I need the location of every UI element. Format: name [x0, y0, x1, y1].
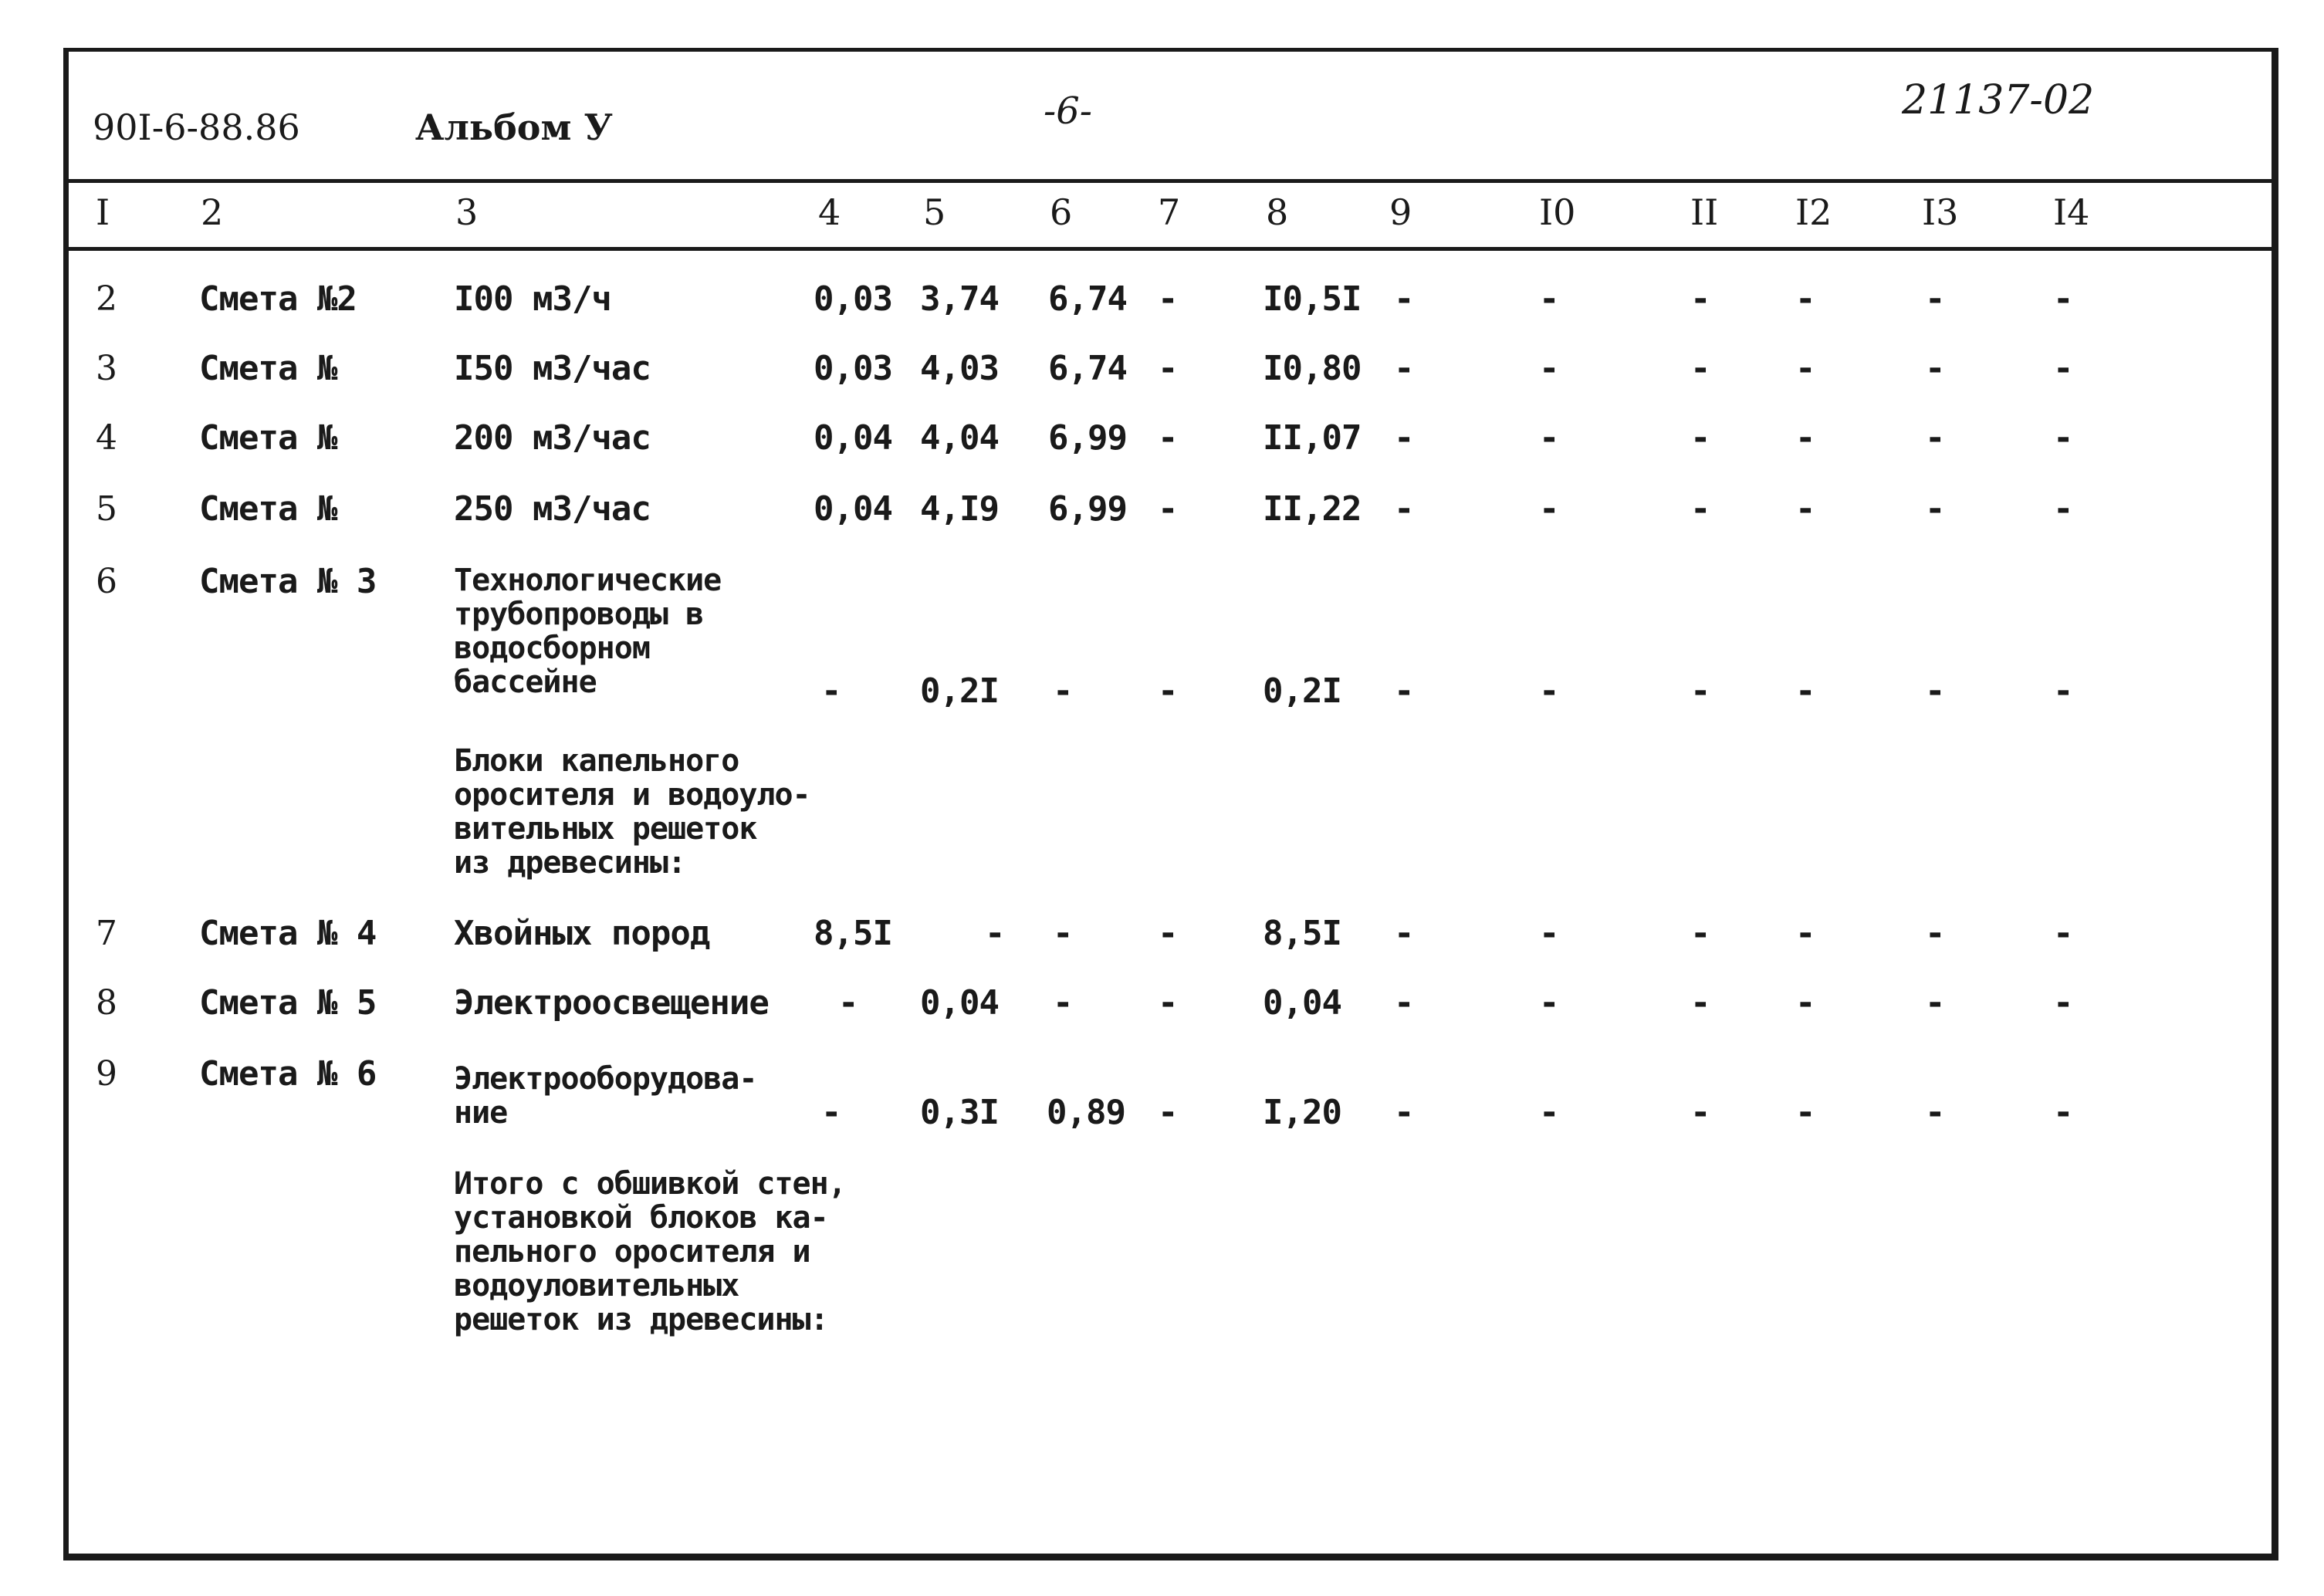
column-header-5: 5 — [923, 191, 946, 233]
row-col-8: 8,5I — [1263, 914, 1341, 953]
row-number: 9 — [96, 1054, 117, 1094]
row-col-14: - — [2053, 1093, 2073, 1132]
row-col-5: 3,74 — [920, 279, 999, 319]
row-description: I50 м3/час — [454, 349, 651, 388]
row-col-10: - — [1539, 671, 1559, 711]
row-col-14: - — [2053, 418, 2073, 458]
row-col-12: - — [1795, 914, 1815, 953]
row-description: I00 м3/ч — [454, 279, 611, 319]
row-number: 8 — [96, 983, 117, 1023]
row-col-6: - — [1053, 914, 1073, 953]
row-col-7: - — [1158, 279, 1178, 319]
row-col-10: - — [1539, 983, 1559, 1023]
row-col-12: - — [1795, 1093, 1815, 1132]
row-col-9: - — [1394, 418, 1414, 458]
row-col-14: - — [2053, 914, 2073, 953]
header-divider — [69, 179, 2273, 183]
column-header-10: I0 — [1539, 191, 1576, 233]
row-col-11: - — [1690, 418, 1710, 458]
row-col-9: - — [1394, 1093, 1414, 1132]
row-col-6: 6,99 — [1048, 418, 1127, 458]
reference-number: 21137-02 — [1902, 77, 2095, 123]
row-description: 250 м3/час — [454, 489, 651, 529]
row-col-6: 6,74 — [1048, 279, 1127, 319]
row-col-5: 4,I9 — [920, 489, 999, 529]
row-col-11: - — [1690, 279, 1710, 319]
column-header-1: I — [96, 191, 110, 233]
row-col-12: - — [1795, 279, 1815, 319]
column-header-3: 3 — [455, 191, 479, 233]
row-col-8: 0,04 — [1263, 983, 1341, 1023]
row-col-5: - — [985, 914, 1005, 953]
row-col-7: - — [1158, 418, 1178, 458]
row-col-7: - — [1158, 349, 1178, 388]
row-estimate: Смета № — [199, 489, 337, 529]
row-col-8: II,07 — [1263, 418, 1362, 458]
row-col-10: - — [1539, 349, 1559, 388]
document-code: 90I-6-88.86 — [93, 107, 300, 148]
row-number: 2 — [96, 279, 117, 319]
row-col-11: - — [1690, 914, 1710, 953]
row-col-10: - — [1539, 418, 1559, 458]
row-col-13: - — [1925, 671, 1945, 711]
row-col-12: - — [1795, 983, 1815, 1023]
row-col-14: - — [2053, 279, 2073, 319]
row-col-11: - — [1690, 671, 1710, 711]
row-col-13: - — [1925, 279, 1945, 319]
row-col-9: - — [1394, 279, 1414, 319]
column-header-2: 2 — [201, 191, 224, 233]
row-estimate: Смета №2 — [199, 279, 357, 319]
row-estimate: Смета № 6 — [199, 1054, 377, 1094]
row-number: 3 — [96, 349, 117, 388]
row-col-8: I0,5I — [1263, 279, 1362, 319]
row-col-7: - — [1158, 983, 1178, 1023]
row-description: Технологические трубопроводы в водосборном бассейне — [454, 563, 722, 700]
row-col-10: - — [1539, 914, 1559, 953]
row-col-9: - — [1394, 489, 1414, 529]
row-col-14: - — [2053, 671, 2073, 711]
row-col-11: - — [1690, 489, 1710, 529]
row-col-8: I0,80 — [1263, 349, 1362, 388]
row-col-10: - — [1539, 279, 1559, 319]
row-col-13: - — [1925, 349, 1945, 388]
row-col-10: - — [1539, 489, 1559, 529]
row-col-13: - — [1925, 914, 1945, 953]
row-estimate: Смета № — [199, 418, 337, 458]
row-number: 5 — [96, 489, 117, 529]
row-col-4: 0,04 — [814, 489, 892, 529]
row-col-6: 6,74 — [1048, 349, 1127, 388]
row-col-11: - — [1690, 349, 1710, 388]
row-number: 4 — [96, 418, 117, 458]
row-col-8: II,22 — [1263, 489, 1362, 529]
row-description: Электрооборудова- ние — [454, 1061, 757, 1131]
row-estimate: Смета № 4 — [199, 914, 377, 953]
page-frame — [63, 48, 2278, 1560]
row-col-4: 0,03 — [814, 349, 892, 388]
row-col-5: 4,04 — [920, 418, 999, 458]
column-header-13: I3 — [1922, 191, 1959, 233]
row-col-4: - — [821, 1093, 841, 1132]
column-header-7: 7 — [1158, 191, 1181, 233]
row-col-9: - — [1394, 671, 1414, 711]
row-col-5: 4,03 — [920, 349, 999, 388]
row-col-4: - — [838, 983, 858, 1023]
total-description: Итого с обшивкой стен, установкой блоков ка- пельного оросителя и водоуловительных решеток из древесины: — [454, 1166, 846, 1337]
row-col-14: - — [2053, 489, 2073, 529]
row-col-14: - — [2053, 983, 2073, 1023]
row-col-10: - — [1539, 1093, 1559, 1132]
row-estimate: Смета № — [199, 349, 337, 388]
column-header-4: 4 — [818, 191, 841, 233]
row-col-7: - — [1158, 1093, 1178, 1132]
row-col-12: - — [1795, 489, 1815, 529]
row-col-9: - — [1394, 914, 1414, 953]
row-col-8: 0,2I — [1263, 671, 1341, 711]
row-description: 200 м3/час — [454, 418, 651, 458]
row-description: Хвойных пород — [454, 914, 710, 953]
row-col-9: - — [1394, 349, 1414, 388]
row-col-6: - — [1053, 983, 1073, 1023]
row-col-12: - — [1795, 418, 1815, 458]
row-col-4: 8,5I — [814, 914, 892, 953]
row-col-7: - — [1158, 489, 1178, 529]
row-col-6: 0,89 — [1047, 1093, 1125, 1132]
row-col-6: - — [1053, 671, 1073, 711]
album-label: Альбом У — [415, 107, 613, 148]
row-col-12: - — [1795, 671, 1815, 711]
row-col-4: 0,04 — [814, 418, 892, 458]
column-header-8: 8 — [1266, 191, 1289, 233]
row-col-12: - — [1795, 349, 1815, 388]
row-col-14: - — [2053, 349, 2073, 388]
row-col-5: 0,2I — [920, 671, 999, 711]
row-col-9: - — [1394, 983, 1414, 1023]
row-col-11: - — [1690, 1093, 1710, 1132]
row-col-6: 6,99 — [1048, 489, 1127, 529]
row-col-13: - — [1925, 489, 1945, 529]
column-header-6: 6 — [1050, 191, 1073, 233]
row-col-13: - — [1925, 983, 1945, 1023]
row-estimate: Смета № 5 — [199, 983, 377, 1023]
row-col-11: - — [1690, 983, 1710, 1023]
row-col-13: - — [1925, 418, 1945, 458]
column-header-11: II — [1690, 191, 1719, 233]
section-description: Блоки капельного оросителя и водоуло- вительных решеток из древесины: — [454, 743, 810, 881]
row-col-5: 0,04 — [920, 983, 999, 1023]
row-number: 7 — [96, 914, 117, 953]
row-col-4: 0,03 — [814, 279, 892, 319]
column-header-divider — [69, 247, 2273, 251]
row-number: 6 — [96, 562, 117, 601]
row-col-13: - — [1925, 1093, 1945, 1132]
row-col-8: I,20 — [1263, 1093, 1341, 1132]
row-col-4: - — [821, 671, 841, 711]
row-col-7: - — [1158, 671, 1178, 711]
page-number: -6- — [1044, 90, 1092, 133]
row-col-5: 0,3I — [920, 1093, 999, 1132]
row-estimate: Смета № 3 — [199, 562, 377, 601]
column-header-12: I2 — [1795, 191, 1832, 233]
row-col-7: - — [1158, 914, 1178, 953]
column-header-14: I4 — [2053, 191, 2090, 233]
column-header-9: 9 — [1389, 191, 1412, 233]
row-description: Электроосвещение — [454, 983, 769, 1023]
